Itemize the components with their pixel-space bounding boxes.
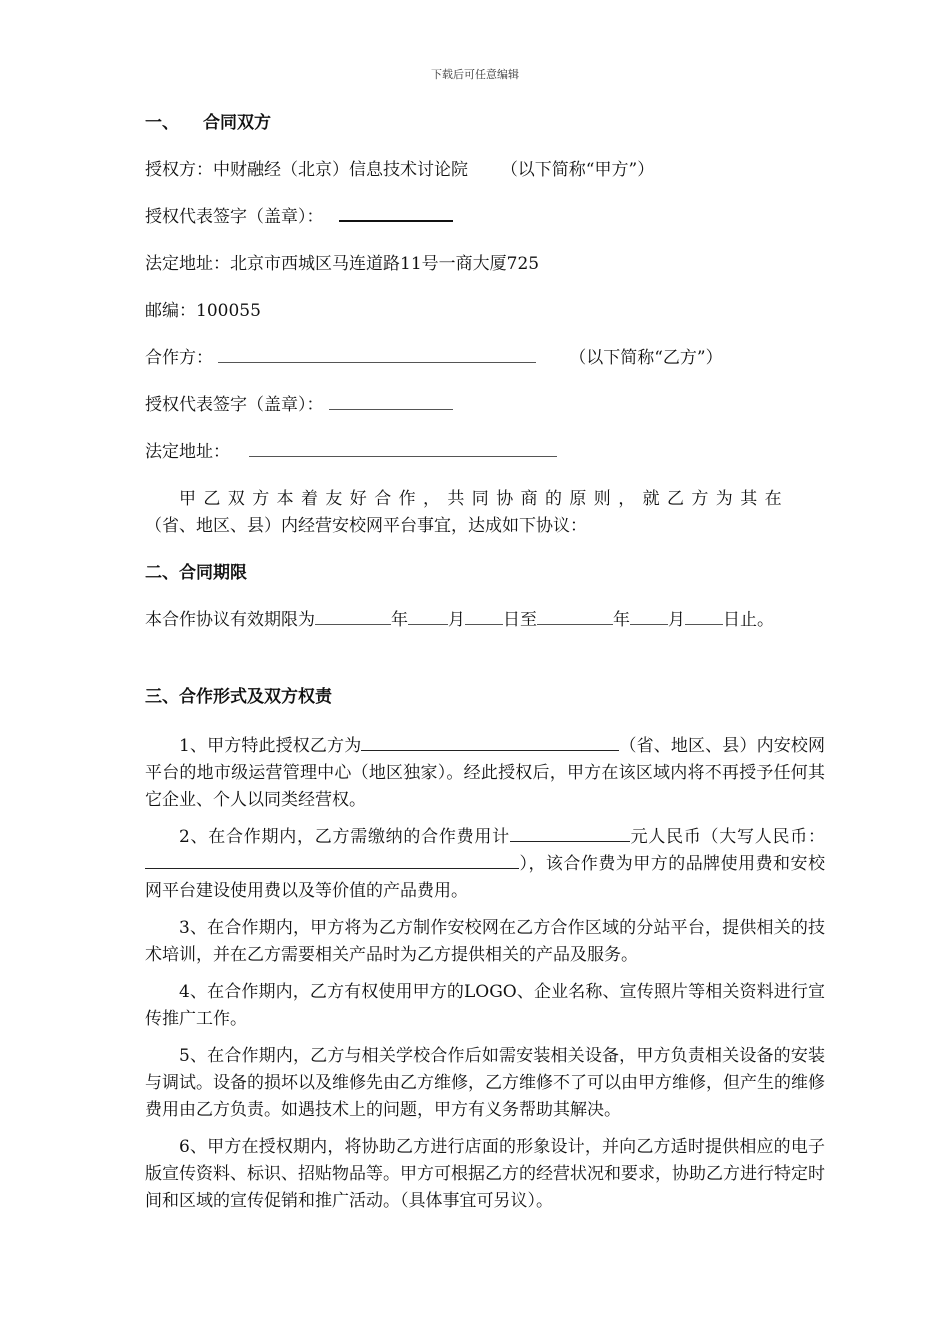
region-field[interactable]: [361, 734, 619, 751]
section-1-title: 合同双方: [203, 113, 271, 133]
party-b-address-line: [145, 439, 825, 466]
term-year-1: 年: [391, 610, 408, 630]
term-month-1: 月: [448, 610, 465, 630]
term-month-2: 月: [668, 610, 685, 630]
party-b-name-field[interactable]: [218, 346, 536, 363]
party-b-label: 合作方：: [145, 348, 213, 368]
section-1-heading: [145, 110, 825, 137]
term-line: [145, 607, 825, 634]
start-month-field[interactable]: [408, 608, 448, 625]
postcode: 邮编：100055: [145, 301, 261, 321]
end-month-field[interactable]: [630, 608, 668, 625]
intro-line-1: 甲乙双方本着友好合作，共同协商的原则，就乙方为其在: [179, 489, 789, 509]
clause-3: 3、在合作期内，甲方将为乙方制作安校网在乙方合作区域的分站平台，提供相关的技术培训，并在乙方需要相关产品时为乙方提供相关的产品及服务。: [145, 918, 825, 965]
clause-2-part-a: 2、在合作期内，乙方需缴纳的合作费用计: [179, 827, 510, 847]
header-note: 下载后可任意编辑: [431, 68, 519, 81]
party-a-line: [145, 157, 825, 184]
clause-5: 5、在合作期内，乙方与相关学校合作后如需安装相关设备，甲方负责相关设备的安装与调试。设备的损坏以及维修先由乙方维修，乙方维修不了可以由甲方维修，但产生的维修费用由乙方负责。如遇技术上的问题，甲方有义务帮助其解决。: [145, 1046, 825, 1120]
term-day-to: 日至: [503, 610, 537, 630]
section-2-heading: 二、合同期限: [145, 563, 247, 583]
party-a-name: 授权方：中财融经（北京）信息技术讨论院: [145, 160, 468, 180]
clause-2-part-c: ），该合作费为甲方的品牌使用费和安校网平台建设使用费以及等价值的产品费用。: [145, 854, 825, 901]
party-a-sign-line: [145, 204, 825, 231]
term-day-end: 日止。: [723, 610, 774, 630]
party-a-sign-field[interactable]: [339, 204, 453, 222]
party-a-sign-label: 授权代表签字（盖章）：: [145, 207, 324, 227]
party-b-sign-label: 授权代表签字（盖章）：: [145, 395, 324, 415]
intro-paragraph: [145, 486, 825, 540]
start-year-field[interactable]: [315, 608, 391, 625]
clause-6: 6、甲方在授权期内，将协助乙方进行店面的形象设计，并向乙方适时提供相应的电子版宣传资料、标识、招贴物品等。甲方可根据乙方的经营状况和要求，协助乙方进行特定时间和区域的宣传促销和推广活动。（具体事宜可另议）。: [145, 1137, 825, 1211]
contract-body: [145, 110, 825, 1225]
clause-2-part-b: 元人民币（大写人民币：: [629, 827, 825, 847]
clause-1-part-b: （省、地区、县）内安校网平台的地市级运营管理中心（地区独家）。经此授权后，甲方在该区域内将不再授予任何其它企业、个人以同类经营权。: [145, 736, 825, 810]
clause-2: [145, 824, 825, 905]
end-day-field[interactable]: [685, 608, 723, 625]
end-year-field[interactable]: [537, 608, 613, 625]
party-a-address: 法定地址：北京市西城区马连道路11号一商大厦725: [145, 254, 540, 274]
party-b-sign-line: [145, 392, 825, 419]
section-1-number: 一、: [145, 113, 179, 133]
party-b-sign-field[interactable]: [329, 393, 453, 410]
start-day-field[interactable]: [465, 608, 503, 625]
term-year-2: 年: [613, 610, 630, 630]
party-b-address-label: 法定地址：: [145, 442, 230, 462]
clause-1-part-a: 1、甲方特此授权乙方为: [179, 736, 362, 756]
intro-line-2: （省、地区、县）内经营安校网平台事宜，达成如下协议：: [145, 516, 587, 536]
clause-1: [145, 733, 825, 814]
section-3-heading: 三、合作形式及双方权责: [145, 687, 332, 707]
fee-amount-field[interactable]: [510, 825, 630, 842]
party-b-line: [145, 345, 825, 372]
term-prefix: 本合作协议有效期限为: [145, 610, 315, 630]
party-b-alias: （以下简称“乙方”）: [569, 348, 723, 368]
party-b-address-field[interactable]: [249, 440, 557, 457]
fee-uppercase-field[interactable]: [145, 852, 519, 869]
clause-4: 4、在合作期内，乙方有权使用甲方的LOGO、企业名称、宣传照片等相关资料进行宣传推广工作。: [145, 982, 825, 1029]
party-a-alias: （以下简称“甲方”）: [500, 160, 655, 180]
